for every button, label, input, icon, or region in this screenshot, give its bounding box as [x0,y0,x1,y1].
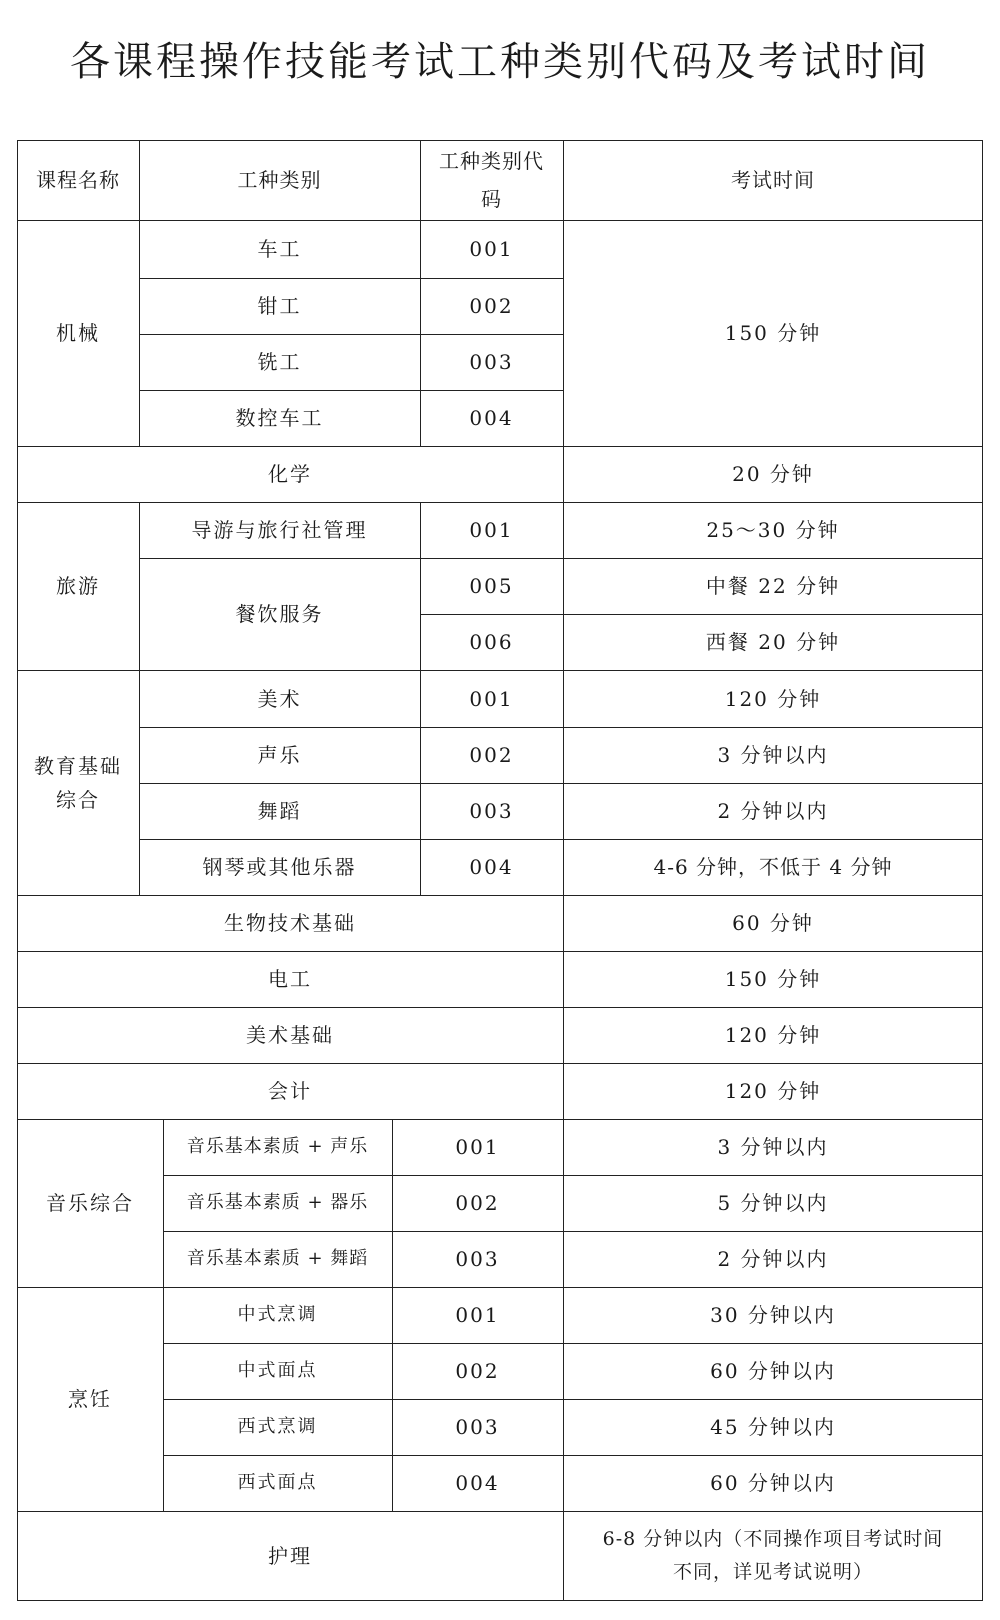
time-cell: 120 分钟 [724,1079,822,1103]
course-name: 旅游 [56,574,100,598]
time-cell: 60 分钟以内 [710,1471,836,1495]
code-cell: 002 [469,743,514,767]
code-cell: 003 [469,350,514,374]
code-cell: 004 [469,855,514,879]
course-name: 音乐综合 [46,1191,134,1215]
time-cell: 60 分钟 [732,911,814,935]
code-cell: 003 [455,1415,500,1439]
time-cell: 3 分钟以内 [717,743,829,767]
time-cell: 2 分钟以内 [717,1247,829,1271]
category-cell: 舞蹈 [257,799,302,823]
code-cell: 002 [455,1191,500,1215]
code-cell: 001 [469,518,514,542]
time-cell: 4-6 分钟，不低于 4 分钟 [653,855,893,879]
code-cell: 003 [469,799,514,823]
course-name: 美术基础 [246,1023,334,1047]
course-name: 烹饪 [68,1387,112,1411]
time-cell: 150 分钟 [724,967,822,991]
category-cell: 钳工 [257,294,302,318]
code-cell: 001 [469,237,514,261]
category-cell: 中式烹调 [237,1303,318,1325]
category-cell: 声乐 [257,743,302,767]
course-name: 化学 [268,462,312,486]
course-name: 会计 [268,1079,312,1103]
time-cell: 120 分钟 [724,1023,822,1047]
code-cell: 003 [455,1247,500,1271]
time-cell: 5 分钟以内 [717,1191,829,1215]
category-cell: 铣工 [257,350,302,374]
time-cell: 150 分钟 [724,321,822,345]
category-cell: 数控车工 [235,406,324,430]
time-line: 不同，详见考试说明） [672,1561,873,1583]
code-cell: 002 [469,294,514,318]
time-cell: 120 分钟 [724,686,822,711]
code-cell: 005 [469,574,514,598]
code-cell: 002 [455,1359,500,1383]
course-name: 电工 [268,967,312,991]
time-cell: 25～30 分钟 [706,518,840,542]
header-time: 考试时间 [731,168,815,192]
course-name [17,670,139,895]
code-cell: 004 [455,1471,500,1495]
time-cell: 20 分钟 [732,462,814,486]
category-cell: 西式烹调 [237,1415,318,1437]
course-name: 护理 [268,1544,312,1568]
category-cell: 导游与旅行社管理 [191,518,368,542]
category-cell: 钢琴或其他乐器 [202,855,357,879]
code-cell: 004 [469,406,514,430]
category-cell: 餐饮服务 [235,602,324,626]
time-cell: 3 分钟以内 [717,1135,829,1159]
course-name-line: 综合 [56,787,100,812]
category-cell: 音乐基本素质 + 声乐 [186,1135,369,1157]
time-cell: 30 分钟以内 [710,1303,836,1327]
category-cell: 音乐基本素质 + 舞蹈 [186,1247,369,1269]
course-name-line: 教育基础 [34,753,122,778]
course-name: 生物技术基础 [224,911,356,935]
time-cell: 45 分钟以内 [710,1415,836,1439]
time-cell: 2 分钟以内 [717,799,829,823]
category-cell: 中式面点 [237,1359,318,1381]
category-cell: 美术 [257,686,302,711]
code-cell: 001 [455,1135,500,1159]
code-cell: 006 [469,630,514,654]
category-cell: 车工 [257,237,302,261]
category-cell: 音乐基本素质 + 器乐 [186,1191,369,1213]
time-cell: 中餐 22 分钟 [705,574,841,598]
header-code: 工种类别代码 [439,149,544,211]
header-course: 课程名称 [36,168,120,192]
time-cell: 60 分钟以内 [710,1359,836,1383]
page-title: 各课程操作技能考试工种类别代码及考试时间 [70,39,930,85]
category-cell: 西式面点 [237,1471,318,1493]
code-cell: 001 [469,686,514,711]
time-line: 6-8 分钟以内（不同操作项目考试时间 [602,1527,944,1550]
code-cell: 001 [455,1303,500,1327]
time-cell [563,1511,983,1601]
header-category: 工种类别 [237,168,322,192]
course-name: 机械 [56,321,100,345]
time-cell: 西餐 20 分钟 [705,630,841,654]
